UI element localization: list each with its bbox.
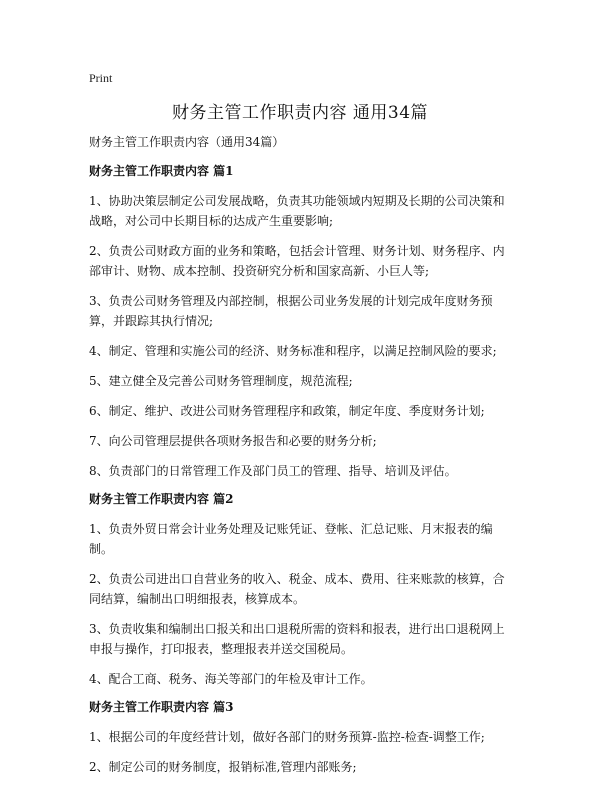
section-heading: 财务主管工作职责内容 篇1 — [89, 164, 234, 178]
document-body — [89, 134, 508, 787]
list-item: 3、负责收集和编制出口报关和出口退税所需的资料和报表，进行出口退税网上申报与操作，打印报表，整理报表并送交国税局。 — [89, 622, 505, 656]
section-3 — [89, 699, 508, 777]
section-heading: 财务主管工作职责内容 篇2 — [89, 492, 234, 506]
print-link[interactable]: Print — [89, 71, 113, 85]
list-item: 3、负责公司财务管理及内部控制，根据公司业务发展的计划完成年度财务预算，并跟踪其执行情况; — [89, 294, 493, 328]
list-item: 6、制定、维护、改进公司财务管理程序和政策，制定年度、季度财务计划; — [89, 404, 485, 418]
list-item: 7、向公司管理层提供各项财务报告和必要的财务分析; — [89, 434, 377, 448]
list-item: 2、负责公司财政方面的业务和策略，包括会计管理、财务计划、财务程序、内部审计、财物、成本控制、投资研究分析和国家高新、小巨人等; — [89, 244, 505, 278]
list-item: 4、配合工商、税务、海关等部门的年检及审计工作。 — [89, 672, 373, 686]
list-item: 4、制定、管理和实施公司的经济、财务标准和程序，以满足控制风险的要求; — [89, 344, 497, 358]
list-item: 2、负责公司进出口自营业务的收入、税金、成本、费用、往来账款的核算，合同结算，编制出口明细报表，核算成本。 — [89, 572, 505, 606]
list-item: 2、制定公司的财务制度，报销标准,管理内部账务; — [89, 760, 357, 774]
list-item: 1、根据公司的年度经营计划，做好各部门的财务预算-监控-检查-调整工作; — [89, 730, 485, 744]
section-1 — [89, 163, 508, 481]
page-title: 财务主管工作职责内容 通用34篇 — [171, 103, 429, 123]
list-item: 5、建立健全及完善公司财务管理制度，规范流程; — [89, 374, 353, 388]
document-subtitle: 财务主管工作职责内容（通用34篇） — [89, 135, 285, 149]
list-item: 1、负责外贸日常会计业务处理及记账凭证、登帐、汇总记账、月末报表的编制。 — [89, 522, 493, 556]
section-heading: 财务主管工作职责内容 篇3 — [89, 700, 234, 714]
list-item: 8、负责部门的日常管理工作及部门员工的管理、指导、培训及评估。 — [89, 464, 457, 478]
list-item: 1、协助决策层制定公司发展战略，负责其功能领域内短期及长期的公司决策和战略，对公司中长期目标的达成产生重要影响; — [89, 194, 505, 228]
section-2 — [89, 491, 508, 689]
